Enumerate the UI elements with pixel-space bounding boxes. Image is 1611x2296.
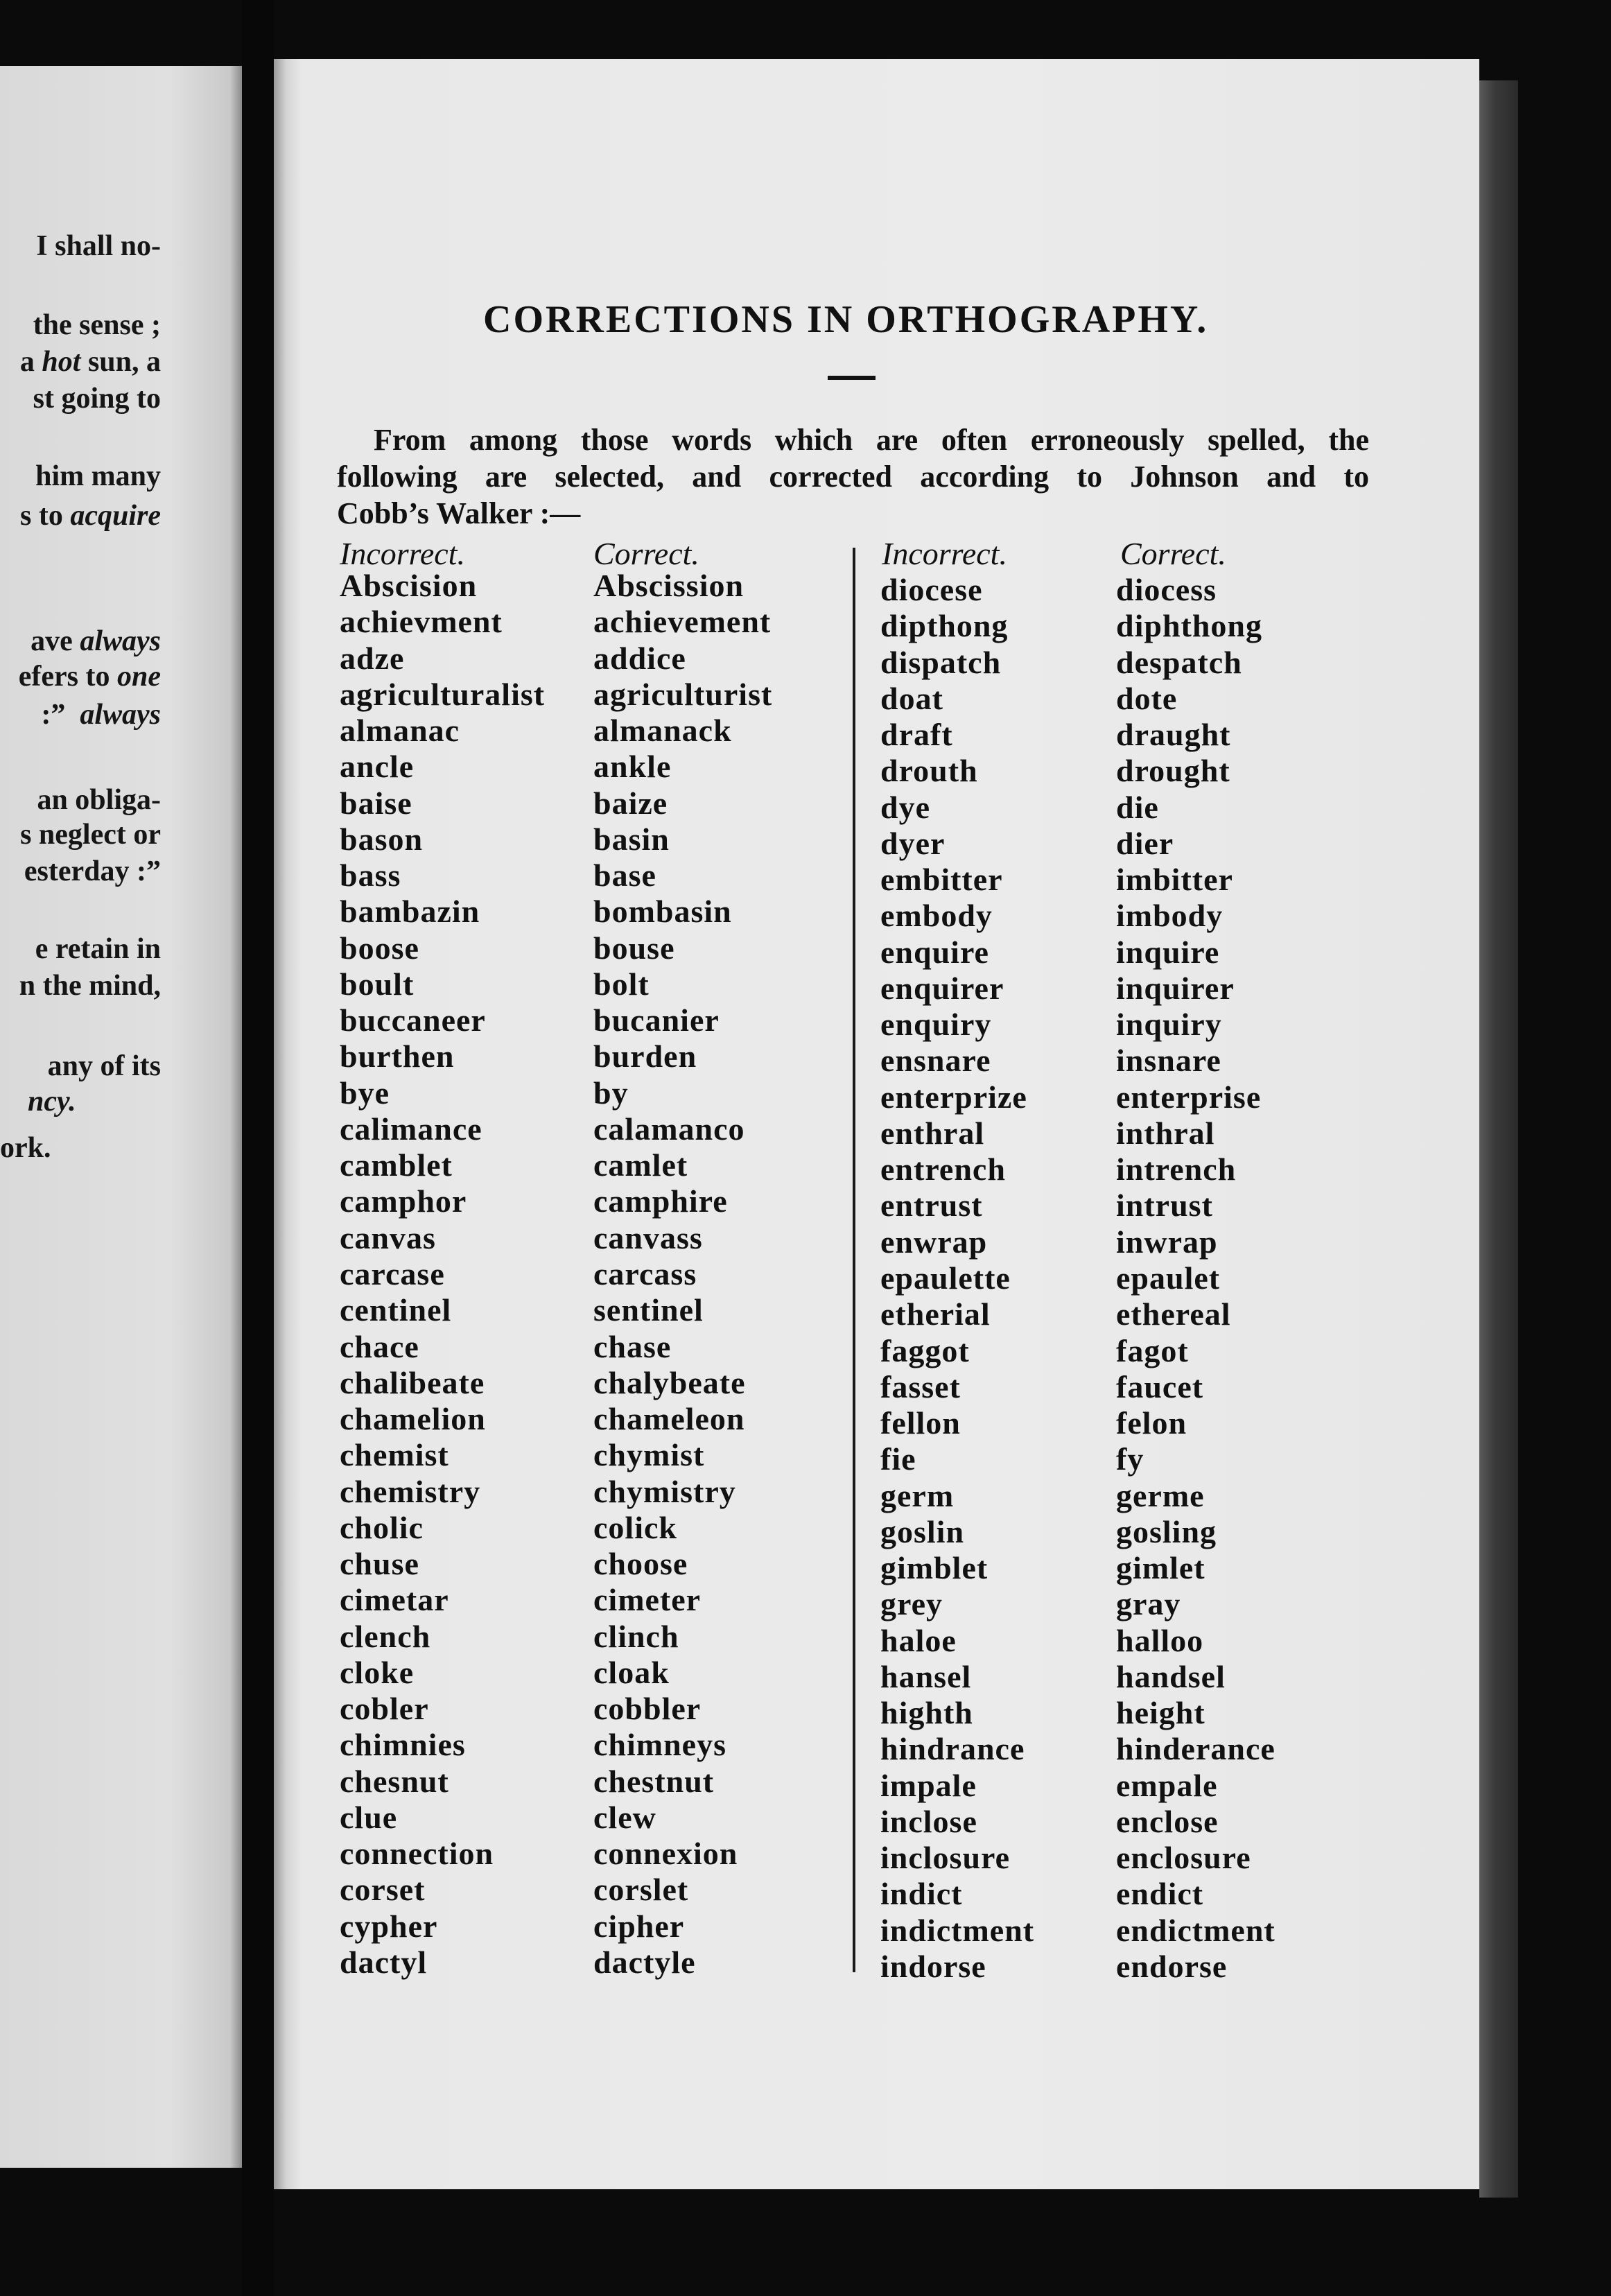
line-text: s to [20,500,71,532]
correct-spelling: bouse [593,930,675,966]
correct-spelling: chase [593,1328,672,1364]
incorrect-spelling: chalibeate [340,1364,485,1400]
facing-page-line [37,782,161,818]
facing-page-line [35,931,161,967]
correct-spelling: basin [593,821,670,857]
incorrect-spelling: draft [880,717,953,752]
book-gutter [242,0,274,2296]
line-text: ork. [0,1132,51,1164]
incorrect-spelling: embitter [880,862,1003,898]
line-text: sun, a [80,346,161,378]
incorrect-spelling: Abscision [340,568,478,603]
incorrect-spelling: enthral [880,1115,985,1151]
facing-page-line [20,817,161,853]
table-row [274,934,1479,971]
correct-spelling: inquire [1116,934,1220,970]
table-row [274,1188,1479,1224]
incorrect-spelling: chesnut [340,1763,449,1799]
table-row [274,1913,1479,1949]
correct-spelling: chimneys [593,1727,726,1763]
incorrect-spelling: gimblet [880,1550,989,1585]
correct-spelling: inthral [1116,1115,1215,1151]
facing-page-fragment [0,66,242,2168]
table-row [274,971,1479,1007]
correct-spelling: carcass [593,1255,697,1292]
incorrect-spelling: clue [340,1799,398,1835]
table-row [274,1586,1479,1622]
table-row [274,1079,1479,1115]
correct-spelling: connexion [593,1836,738,1872]
incorrect-spelling: dactyl [340,1944,428,1980]
facing-page-line [36,228,161,264]
incorrect-spelling: chamelion [340,1401,486,1436]
correct-spelling: corslet [593,1872,689,1908]
table-row [274,1115,1479,1151]
correct-spelling: choose [593,1546,688,1581]
incorrect-spelling: ensnare [880,1043,991,1079]
incorrect-spelling: enquiry [880,1007,992,1043]
correct-spelling: drought [1116,753,1230,789]
correct-spelling: ethereal [1116,1296,1231,1332]
incorrect-spelling: hindrance [880,1731,1025,1767]
correct-spelling: dactyle [593,1944,696,1980]
table-row [274,1260,1479,1296]
incorrect-spelling: enquirer [880,970,1004,1006]
incorrect-spelling: boose [340,930,419,966]
incorrect-spelling: chemist [340,1437,449,1473]
table-row [274,1876,1479,1912]
incorrect-spelling: fellon [880,1405,961,1441]
incorrect-spelling: epaulette [880,1260,1011,1296]
facing-page-line [20,498,161,534]
incorrect-spelling: indorse [880,1948,986,1984]
correct-spelling: bolt [593,966,650,1002]
correct-spelling: intrust [1116,1188,1213,1224]
correct-spelling: inquirer [1116,970,1235,1006]
line-text: the sense ; [33,309,161,341]
main-page [274,59,1479,2189]
line-emphasis: always [80,699,161,731]
table-row [274,1043,1479,1079]
correct-spelling: endorse [1116,1948,1228,1984]
incorrect-spelling: inclosure [880,1840,1011,1876]
table-row [274,1731,1479,1767]
correct-spelling: endict [1116,1876,1204,1912]
correct-spelling: fy [1116,1441,1144,1477]
incorrect-spelling: enterprize [880,1079,1027,1115]
incorrect-spelling: haloe [880,1622,957,1658]
page-edge-strip [1479,80,1518,2198]
table-row [274,717,1479,753]
table-row [274,826,1479,862]
facing-page-line [35,458,161,494]
incorrect-spelling: cypher [340,1908,438,1944]
correct-spelling: colick [593,1509,677,1545]
correct-spelling: gosling [1116,1513,1217,1549]
correct-spelling: dier [1116,825,1174,861]
correct-spelling: base [593,858,656,894]
facing-page-line [48,1048,161,1084]
table-row [274,1151,1479,1188]
correct-spelling: imbitter [1116,862,1233,898]
incorrect-spelling: chuse [340,1546,419,1581]
correct-spelling: inquiry [1116,1007,1222,1043]
line-emphasis: ncy. [28,1086,76,1117]
incorrect-spelling: dye [880,789,930,825]
incorrect-spelling: chimnies [340,1727,466,1763]
correct-spelling: gimlet [1116,1550,1205,1585]
facing-page-line [20,344,161,380]
table-row [274,1623,1479,1659]
table-row [274,1550,1479,1586]
column-header-correct: Correct. [1120,536,1226,571]
table-row [274,1478,1479,1514]
correct-spelling: insnare [1116,1043,1221,1079]
incorrect-spelling: dyer [880,825,946,861]
correct-spelling: burden [593,1038,697,1075]
correct-spelling: bombasin [593,894,732,930]
intro-line: Cobb’s Walker :— [337,496,581,530]
line-emphasis: always [80,625,161,657]
correct-spelling: fagot [1116,1332,1189,1368]
line-text: efers to [18,661,117,693]
incorrect-spelling: calimance [340,1111,482,1147]
facing-page-line [33,307,161,343]
correct-spelling: die [1116,789,1159,825]
table-row [274,1369,1479,1405]
table-row [274,645,1479,681]
correct-spelling: inwrap [1116,1224,1218,1260]
incorrect-spelling: almanac [340,713,460,748]
table-row [274,572,1479,608]
line-text: ave [31,625,80,657]
facing-page-line [19,659,161,695]
facing-page-line [33,381,161,417]
correct-spelling: height [1116,1695,1205,1731]
facing-page-line [41,697,161,733]
correct-spelling: achievement [593,604,772,640]
incorrect-spelling: achievment [340,604,503,640]
correct-spelling: germe [1116,1477,1205,1513]
incorrect-spelling: goslin [880,1513,965,1549]
line-text: st going to [33,383,161,415]
incorrect-spelling: enwrap [880,1224,988,1260]
incorrect-spelling: camphor [340,1183,467,1219]
incorrect-spelling: faggot [880,1332,970,1368]
column-header-correct: Correct. [593,536,699,571]
incorrect-spelling: etherial [880,1296,991,1332]
incorrect-spelling: dispatch [880,644,1002,680]
word-list-right [274,59,1479,2189]
incorrect-spelling: adze [340,640,405,676]
line-text: an obliga- [37,784,161,816]
line-text: him many [35,460,161,492]
incorrect-spelling: cloke [340,1654,415,1690]
correct-spelling: ankle [593,749,672,785]
incorrect-spelling: cholic [340,1509,424,1545]
correct-spelling: epaulet [1116,1260,1221,1296]
incorrect-spelling: bye [340,1075,390,1111]
facing-page-line [0,1130,51,1166]
correct-spelling: chameleon [593,1401,745,1436]
table-row [274,898,1479,934]
incorrect-spelling: enquire [880,934,989,970]
incorrect-spelling: fasset [880,1368,961,1404]
table-row [274,862,1479,898]
correct-spelling: addice [593,640,686,676]
incorrect-spelling: entrench [880,1151,1006,1188]
table-row [274,1840,1479,1876]
table-row [274,1441,1479,1477]
correct-spelling: empale [1116,1767,1218,1803]
correct-spelling: canvass [593,1219,703,1255]
facing-page-line [19,968,161,1004]
correct-spelling: baize [593,785,668,821]
table-row [274,1768,1479,1804]
correct-spelling: draught [1116,717,1231,752]
incorrect-spelling: boult [340,966,415,1002]
correct-spelling: camlet [593,1147,688,1183]
incorrect-spelling: bambazin [340,894,480,930]
line-text: n the mind, [19,970,161,1002]
correct-spelling: camphire [593,1183,728,1219]
incorrect-spelling: fie [880,1441,916,1477]
correct-spelling: cloak [593,1654,670,1690]
incorrect-spelling: corset [340,1872,426,1908]
correct-spelling: halloo [1116,1622,1204,1658]
correct-spelling: enclosure [1116,1840,1251,1876]
table-row [274,681,1479,717]
correct-spelling: gray [1116,1586,1181,1622]
correct-spelling: cipher [593,1908,685,1944]
table-row [274,1007,1479,1043]
line-emphasis: acquire [70,500,161,532]
correct-spelling: clew [593,1799,656,1835]
table-row [274,1224,1479,1260]
table-row [274,753,1479,789]
line-text: any of its [47,1050,161,1082]
column-header-incorrect: Incorrect. [340,536,465,571]
correct-spelling: diphthong [1116,608,1263,644]
table-row [274,1695,1479,1731]
table-row [274,1296,1479,1332]
correct-spelling: chalybeate [593,1364,746,1400]
incorrect-spelling: connection [340,1836,494,1872]
intro-line: From among those words which are often erroneously spelled, the [374,423,1369,457]
incorrect-spelling: canvas [340,1219,436,1255]
incorrect-spelling: entrust [880,1188,983,1224]
incorrect-spelling: diocese [880,572,983,607]
line-text: a [19,346,42,378]
line-text: e retain in [35,933,161,965]
incorrect-spelling: agriculturalist [340,676,546,712]
incorrect-spelling: clench [340,1618,431,1654]
line-text: esterday :” [24,855,161,887]
incorrect-spelling: bason [340,821,424,857]
incorrect-spelling: grey [880,1586,943,1622]
table-row [274,1333,1479,1369]
correct-spelling: hinderance [1116,1731,1275,1767]
incorrect-spelling: bass [340,858,401,894]
correct-spelling: enterprise [1116,1079,1262,1115]
line-emphasis: hot [42,346,81,378]
incorrect-spelling: highth [880,1695,973,1731]
correct-spelling: agriculturist [593,676,773,712]
correct-spelling: despatch [1116,644,1242,680]
incorrect-spelling: burthen [340,1038,455,1075]
intro-line: following are selected, and corrected according to Johnson and to [337,460,1369,494]
correct-spelling: felon [1116,1405,1187,1441]
incorrect-spelling: dipthong [880,608,1009,644]
incorrect-spelling: cimetar [340,1582,449,1618]
correct-spelling: intrench [1116,1151,1237,1188]
correct-spelling: calamanco [593,1111,745,1147]
table-row [274,790,1479,826]
incorrect-spelling: chemistry [340,1473,481,1509]
correct-spelling: by [593,1075,629,1111]
correct-spelling: bucanier [593,1002,720,1038]
correct-spelling: enclose [1116,1803,1219,1839]
incorrect-spelling: doat [880,680,943,716]
incorrect-spelling: impale [880,1767,977,1803]
line-text: :” [41,699,80,731]
incorrect-spelling: centinel [340,1292,452,1328]
correct-spelling: cobbler [593,1691,702,1727]
table-row [274,1659,1479,1695]
incorrect-spelling: chace [340,1328,419,1364]
incorrect-spelling: camblet [340,1147,453,1183]
correct-spelling: sentinel [593,1292,704,1328]
correct-spelling: diocess [1116,572,1217,607]
correct-spelling: clinch [593,1618,679,1654]
incorrect-spelling: drouth [880,753,978,789]
correct-spelling: almanack [593,713,732,748]
line-emphasis: one [117,661,161,693]
correct-spelling: handsel [1116,1658,1226,1694]
correct-spelling: dote [1116,680,1178,716]
table-row [274,1514,1479,1550]
incorrect-spelling: cobler [340,1691,429,1727]
incorrect-spelling: buccaneer [340,1002,486,1038]
correct-spelling: imbody [1116,898,1224,934]
incorrect-spelling: embody [880,898,993,934]
incorrect-spelling: carcase [340,1255,445,1292]
column-header-incorrect: Incorrect. [882,536,1007,571]
incorrect-spelling: hansel [880,1658,972,1694]
line-text: s neglect or [20,819,161,851]
correct-spelling: faucet [1116,1368,1204,1404]
facing-page-line [28,1084,76,1120]
facing-page-line [24,853,161,889]
incorrect-spelling: germ [880,1477,955,1513]
correct-spelling: chymistry [593,1473,736,1509]
facing-page-line [31,623,161,659]
incorrect-spelling: inclose [880,1803,977,1839]
correct-spelling: chestnut [593,1763,715,1799]
correct-spelling: endictment [1116,1912,1275,1948]
correct-spelling: Abscission [593,568,744,603]
correct-spelling: chymist [593,1437,705,1473]
table-row [274,1949,1479,1985]
table-row [274,1804,1479,1840]
incorrect-spelling: baise [340,785,412,821]
incorrect-spelling: indictment [880,1912,1035,1948]
incorrect-spelling: ancle [340,749,415,785]
correct-spelling: cimeter [593,1582,702,1618]
table-row [274,608,1479,644]
table-row [274,1405,1479,1441]
incorrect-spelling: indict [880,1876,963,1912]
line-text: I shall no- [36,230,161,262]
page-title: CORRECTIONS IN ORTHOGRAPHY. [483,298,1209,341]
